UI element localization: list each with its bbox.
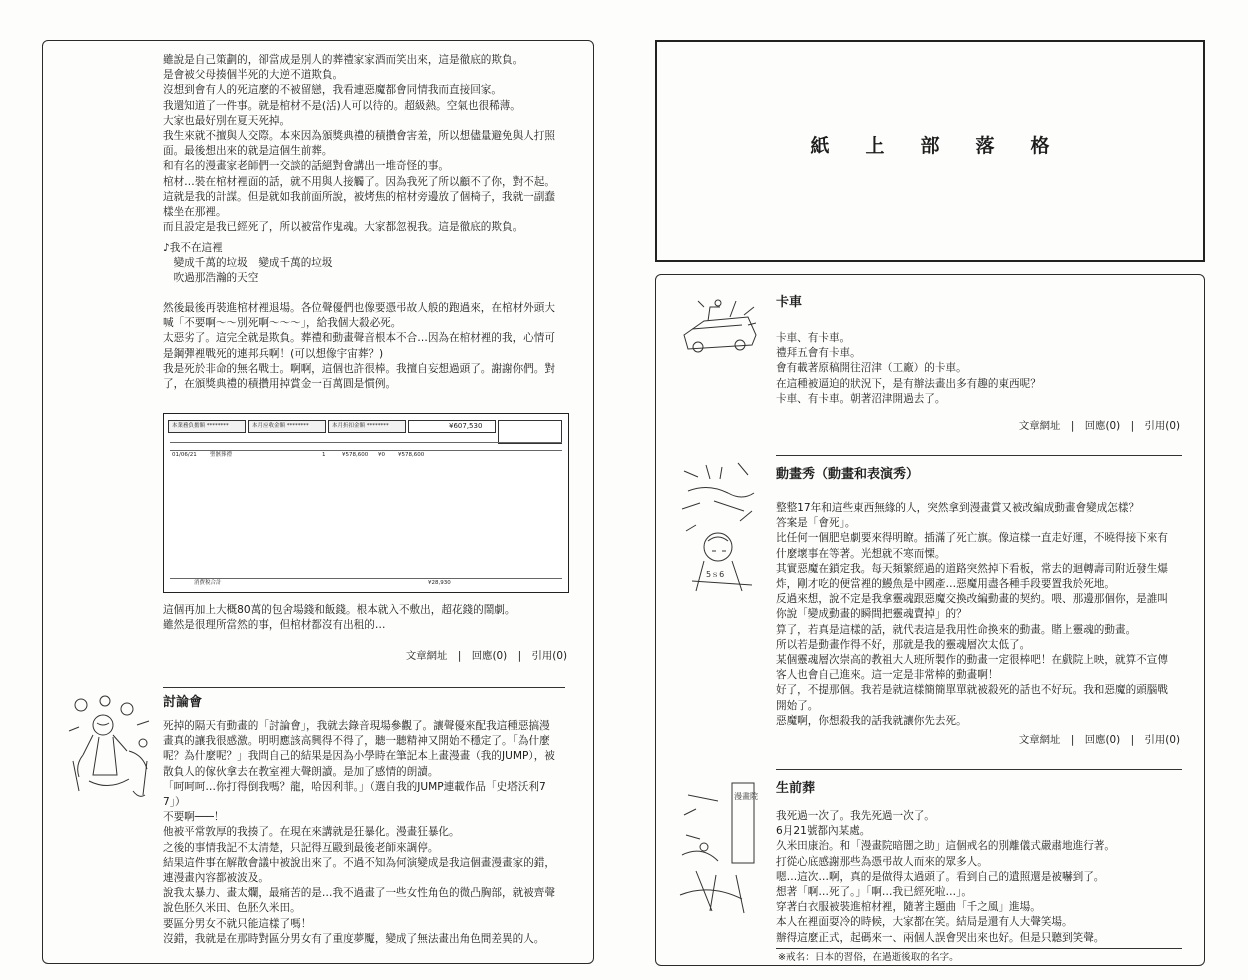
text-line: 了，在頒獎典禮的積攢用掉賞金一百萬圓是慣例。 bbox=[163, 378, 397, 391]
text-line: 客人也會自己進來。這一定是非常棒的動畫啊！ bbox=[776, 669, 999, 682]
text-line: 不要啊───！ bbox=[163, 811, 225, 824]
text-line: 棺材…裝在棺材裡面的話，就不用與人接觸了。因為我死了所以顧不了你，對不起。 bbox=[163, 175, 555, 188]
text-line: 之後的事情我記不太清楚，只記得互毆到最後老師來調停。 bbox=[163, 841, 439, 854]
text-line: 答案是「會死」。 bbox=[776, 517, 856, 530]
text-line: 反過來想，說不定是我拿靈魂跟惡魔交換改編動畫的契約。喂、那邊那個你，是誰叫 bbox=[776, 593, 1168, 606]
text-line: 本人在裡面耍冷的時候，大家都在笑。結局是還有人大聲笑場。 bbox=[776, 916, 1073, 929]
left-intro-text bbox=[163, 53, 583, 235]
lyric-line: ♪我不在這裡 bbox=[163, 242, 223, 254]
taron-body-text bbox=[163, 719, 583, 947]
text-line: 面。最後想出來的就是這個生前葬。 bbox=[163, 145, 333, 158]
text-line: 其實惡魔在鎖定我。每天頻繁經過的道路突然掉下看板，常去的迴轉壽司附近發生爆 bbox=[776, 562, 1168, 575]
text-line: 沒想到會有人的死這麼的不被留戀，我看連惡魔都會同情我而直接回家。 bbox=[163, 84, 502, 97]
receipt-sum-value: ¥28,930 bbox=[428, 580, 451, 586]
text-line: 呢？為什麼呢？」我問自己的結果是因為小學時在筆記本上畫漫畫（我的JUMP），被 bbox=[163, 750, 555, 763]
receipt-box-1: 本業務負擔額 ******** bbox=[172, 423, 229, 429]
taron-heading: 討論會 bbox=[163, 695, 203, 710]
funeral-receipt-image bbox=[163, 413, 569, 593]
text-line: 開始了。 bbox=[776, 699, 819, 712]
anime-sketch-tag: 5ｓ6 bbox=[706, 570, 725, 579]
text-line: 散負人的傢伙拿去在教室裡大聲朗讀。是加了感情的朗讀。 bbox=[163, 765, 439, 778]
text-line: 雖然是很理所當然的事，但棺材都沒有出租的… bbox=[163, 619, 386, 632]
receipt-item: 聖骸葬禮 bbox=[210, 452, 233, 458]
text-line: 算了，若真是這樣的話，就代表這是我用性命換來的動畫。賭上靈魂的動畫。 bbox=[776, 623, 1137, 636]
receipt-qty: 1 bbox=[322, 452, 326, 458]
text-line: 我生來就不擅與人交際。本來因為頒獎典禮的積攢會害羞，所以想儘量避免與人打照 bbox=[163, 130, 555, 143]
text-line: 在這種被逼迫的狀況下，是有辦法畫出多有趣的東西呢？ bbox=[776, 377, 1041, 390]
text-line: 說我太暴力、畫太爛，最痛苦的是…我不過畫了一些女性角色的微凸胸部，就被齊聲 bbox=[163, 887, 555, 900]
discussion-sketch-icon bbox=[63, 691, 163, 811]
text-line: 結果這件事在解散會議中被說出來了。不過不知為何演變成是我這個畫漫畫家的錯， bbox=[163, 856, 555, 869]
text-line: 畫真的讓我很感激。明明應該高興得不得了，聽一聽精神又開始不穩定了。「為什麼 bbox=[163, 735, 550, 748]
text-line: 雖說是自己策劃的，卻當成是別人的葬禮家家酒而笑出來，這是徹底的欺負。 bbox=[163, 54, 524, 66]
text-line: 什麼壞事在等著。光想就不寒而慄。 bbox=[776, 547, 946, 560]
text-line: 比任何一個肥皂劇要來得明瞭。插滿了死亡旗。像這樣一直走好運，不曉得接下來有 bbox=[776, 532, 1168, 545]
text-line: 說色胚久米田、色胚久米田。 bbox=[163, 902, 301, 915]
text-line: 好了，不提那個。我若是就這樣簡簡單單就被殺死的話也不好玩。我和惡魔的頭腦戰 bbox=[776, 684, 1168, 697]
seizen-body-text bbox=[776, 809, 1186, 946]
receipt-amount-1: ¥578,600 bbox=[342, 452, 369, 458]
text-line: 「呵呵呵…你打得倒我嗎？龍，哈因利菲。」（選自我的JUMP連載作品「史塔沃利7 bbox=[163, 780, 546, 793]
receipt-sum-label: 消費稅合計 bbox=[194, 580, 222, 586]
text-line: 這個再加上大概80萬的包舍場錢和飯錢。根本就入不敷出，超花錢的鬧劇。 bbox=[163, 604, 516, 616]
anime-body-text bbox=[776, 501, 1186, 729]
left-after-receipt-text bbox=[163, 603, 583, 633]
text-line: 穿著白衣服被裝進棺材裡，隨著主題曲「千之風」進場。 bbox=[776, 901, 1041, 914]
text-line: 沒錯，我就是在那時對區分男女有了重度夢魘，變成了無法畫出角色間差異的人。 bbox=[163, 932, 545, 945]
text-line: 禮拜五會有卡車。 bbox=[776, 347, 861, 360]
left-mid-text bbox=[163, 301, 583, 392]
text-line: 是鋼彈裡戰死的連邦兵啊！(可以想像宇宙葬？) bbox=[163, 347, 384, 360]
receipt-total-box: ¥607,530 bbox=[449, 422, 483, 430]
text-line: 是會被父母揍個半死的大逆不道欺負。 bbox=[163, 69, 344, 82]
text-line: 整整17年和這些東西無緣的人，突然拿到漫畫賞又被改編成動畫會變成怎樣？ bbox=[776, 502, 1140, 514]
text-line: 7」） bbox=[163, 796, 186, 809]
receipt-amount-3: ¥578,600 bbox=[398, 452, 425, 458]
anime-heading: 動畫秀（動畫和表演秀） bbox=[776, 467, 920, 482]
text-line: 這就是我的計謀。但是就如我前面所說，被烤焦的棺材旁邊放了個椅子，我就一副蠢 bbox=[163, 190, 555, 203]
lyric-line: 吹過那浩瀚的天空 bbox=[163, 272, 259, 285]
text-line: 我死過一次了。我先死過一次了。 bbox=[776, 810, 935, 822]
anime-sketch-icon bbox=[678, 461, 762, 601]
page-title: 紙上部落格 bbox=[810, 135, 1086, 157]
text-line: 而且設定是我已經死了，所以被當作鬼魂。大家都忽視我。這是徹底的欺負。 bbox=[163, 221, 524, 234]
text-line: 想著「啊…死了。」「啊…我已經死啦…」。 bbox=[776, 886, 972, 899]
text-line: 大家也最好別在夏天死掉。 bbox=[163, 114, 291, 127]
text-line: 某個靈魂層次崇高的教祖大人班所製作的動畫一定很棒吧！在戲院上映，就算不宣傳 bbox=[776, 654, 1168, 667]
text-line: 卡車、有卡車。朝著沼津開過去了。 bbox=[776, 392, 946, 405]
text-line: 喊「不要啊～～別死啊～～～」，給我個大殺必死。 bbox=[163, 317, 402, 330]
text-line: 會有載著原稿開往沼津（工廠）的卡車。 bbox=[776, 362, 967, 375]
seizen-footnote: ※戒名：日本的習俗，在過逝後取的名字。 bbox=[778, 952, 959, 963]
song-lyrics bbox=[163, 241, 583, 287]
text-line: 和有名的漫畫家老師們一交談的話絕對會講出一堆奇怪的事。 bbox=[163, 160, 450, 173]
text-line: 久米田康治。和「漫畫院暗闇之助」這個戒名的別離儀式嚴肅地進行著。 bbox=[776, 840, 1115, 853]
truck-body-text bbox=[776, 331, 1186, 407]
text-line: 連漫畫內容都被波及。 bbox=[163, 872, 269, 885]
receipt-box-3: 本月折扣金額 ******** bbox=[332, 423, 389, 429]
seizen-sketch-tag: 漫畫院 bbox=[734, 792, 758, 801]
receipt-amount-2: ¥0 bbox=[378, 452, 385, 458]
text-line: 惡魔啊，你想殺我的話我就讓你先去死。 bbox=[776, 714, 967, 727]
truck-heading: 卡車 bbox=[776, 295, 803, 310]
receipt-date: 01/06/21 bbox=[172, 452, 197, 458]
funeral-sketch-icon bbox=[676, 775, 766, 925]
text-line: 辦得這麼正式，起碼來一、兩個人誤會哭出來也好。但是只聽到笑聲。 bbox=[776, 931, 1105, 944]
right-blog-panel bbox=[655, 274, 1205, 966]
text-line: 然後最後再裝進棺材裡退場。各位聲優們也像要憑弔故人般的跑過來，在棺材外頭大 bbox=[163, 302, 555, 314]
anime-post-footer-links[interactable]: 文章網址 | 回應(0) | 引用(0) bbox=[1018, 734, 1180, 746]
text-line: 樣坐在那裡。 bbox=[163, 206, 227, 219]
text-line: 死掉的隔天有動畫的「討論會」，我就去錄音現場參觀了。讓聲優來配我這種惡搞漫 bbox=[163, 720, 550, 732]
text-line: 打從心底感謝那些為憑弔故人而來的眾多人。 bbox=[776, 855, 988, 868]
text-line: 炸，剛才吃的便當裡的鰻魚是中國產…惡魔用盡各種手段要置我於死地。 bbox=[776, 578, 1115, 591]
page-title-box bbox=[655, 40, 1205, 262]
left-post-footer-links[interactable]: 文章網址 | 回應(0) | 引用(0) bbox=[405, 650, 567, 662]
text-line: 太惡劣了。這完全就是欺負。葬禮和動畫聲音根本不合…因為在棺材裡的我，心情可 bbox=[163, 332, 555, 345]
seizen-heading: 生前葬 bbox=[776, 781, 816, 796]
left-blog-panel bbox=[42, 40, 594, 964]
lyric-line: 變成千萬的垃圾 變成千萬的垃圾 bbox=[163, 257, 333, 270]
text-line: 卡車、有卡車。 bbox=[776, 332, 851, 344]
text-line: 6月21號都內某處。 bbox=[776, 825, 871, 838]
receipt-box-2: 本月应收金額 ******** bbox=[252, 423, 309, 429]
text-line: 嗯…這次…啊，真的是做得太過頭了。看到自己的遺照還是被嚇到了。 bbox=[776, 870, 1105, 883]
text-line: 所以若是動畫作得不好，那就是我的靈魂層次太低了。 bbox=[776, 638, 1031, 651]
text-line: 他被平常敦厚的我揍了。在現在來講就是狂暴化。漫畫狂暴化。 bbox=[163, 826, 460, 839]
text-line: 我是死於非命的無名戰士。啊啊，這個也許很棒。我擅自妄想過頭了。謝謝你們。對 bbox=[163, 362, 555, 375]
text-line: 我還知道了一件事。就是棺材不是(活)人可以待的。超級熱。空氣也很稀薄。 bbox=[163, 99, 521, 112]
truck-post-footer-links[interactable]: 文章網址 | 回應(0) | 引用(0) bbox=[1018, 420, 1180, 432]
text-line: 你說「變成動畫的瞬間把靈魂賣掉」的？ bbox=[776, 608, 967, 621]
text-line: 要區分男女不就只能這樣了嗎！ bbox=[163, 917, 312, 930]
truck-sketch-icon bbox=[678, 295, 762, 357]
